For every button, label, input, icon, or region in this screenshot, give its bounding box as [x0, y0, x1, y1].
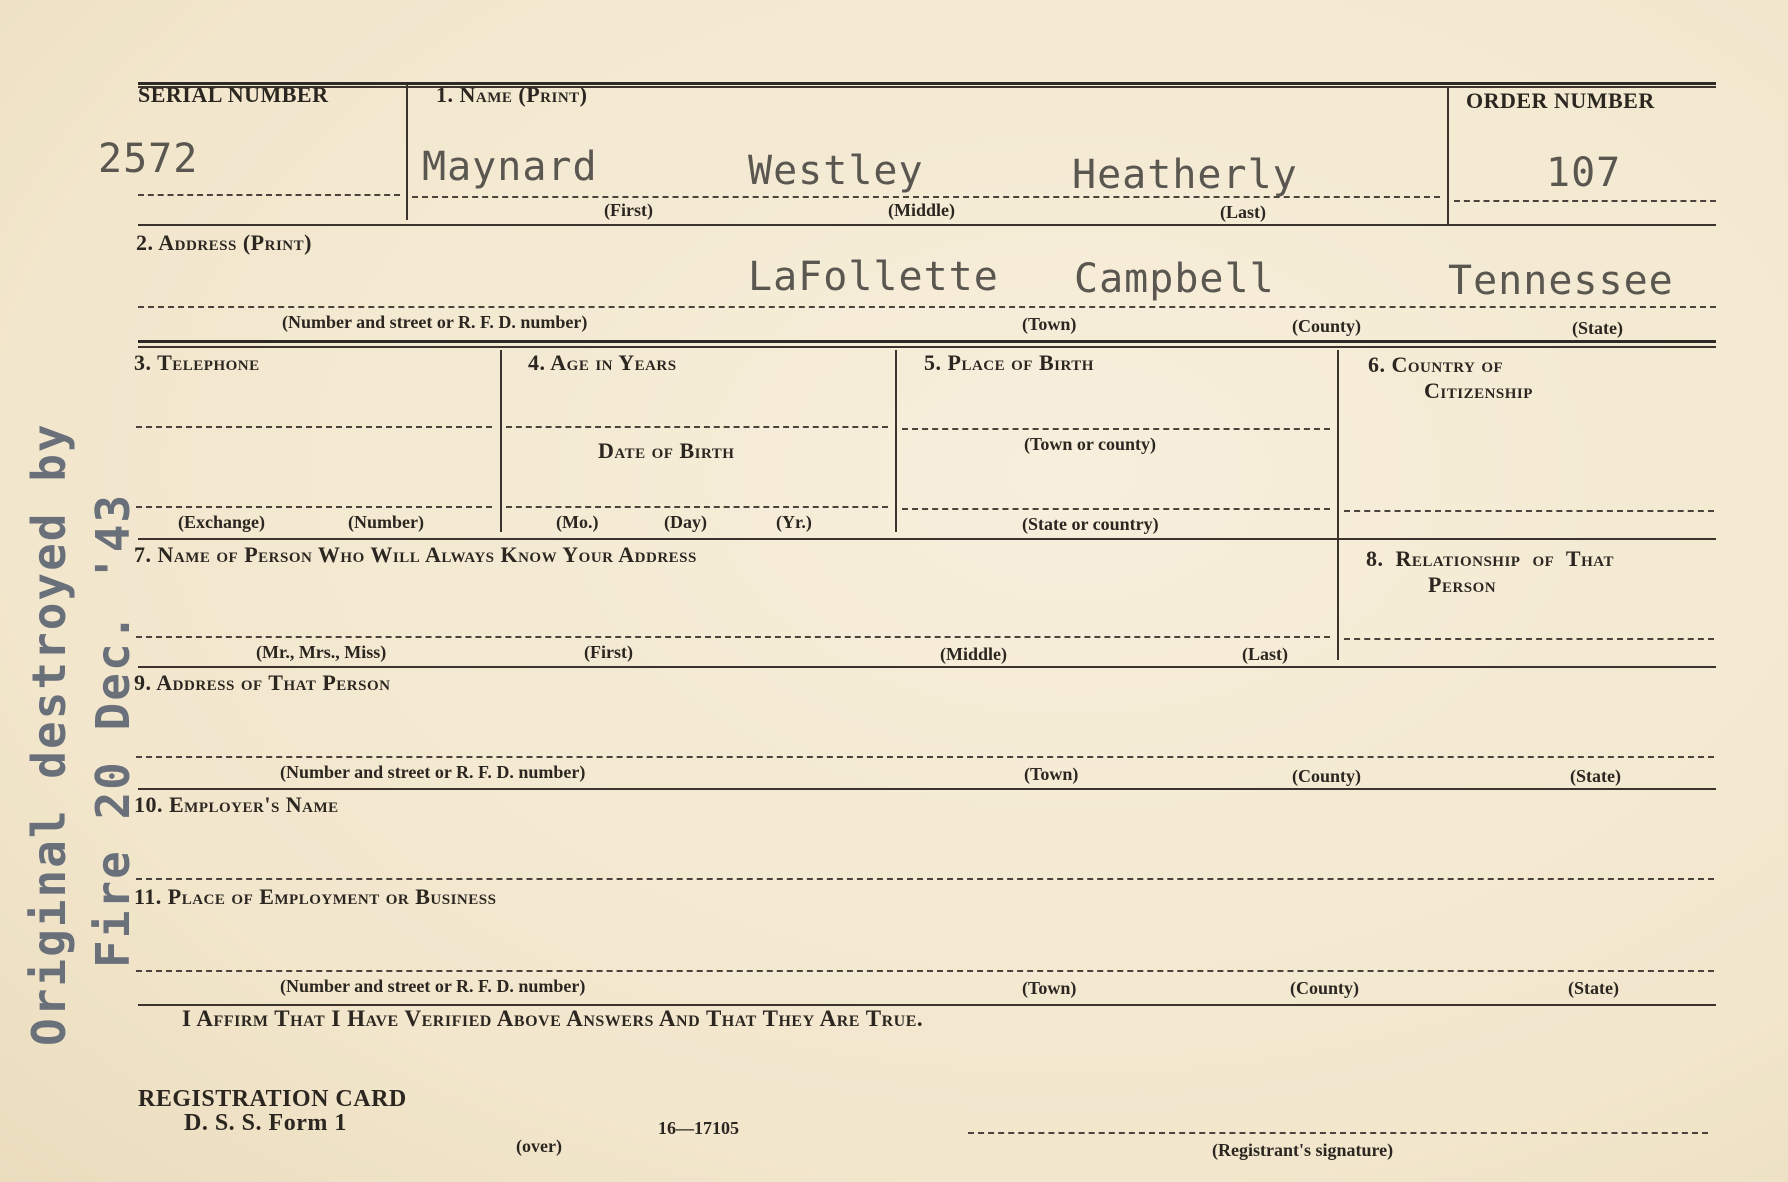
top-rule — [138, 82, 1716, 85]
order-number-label: ORDER NUMBER — [1466, 88, 1655, 113]
salutation-caption: (Mr., Mrs., Miss) — [256, 642, 387, 662]
employment-place-label: 11. Place of Employment or Business — [134, 884, 497, 909]
form-name: D. S. S. Form 1 — [184, 1110, 347, 1136]
age-dash-1 — [506, 426, 888, 428]
contact-first-caption: (First) — [584, 642, 633, 662]
age-label: 4. Age in Years — [528, 350, 677, 375]
contact-dash — [136, 636, 1330, 638]
town-or-county-caption: (Town or county) — [1024, 434, 1157, 454]
name-label: 1. Name (Print) — [436, 82, 588, 107]
citizenship-label-2: Citizenship — [1424, 378, 1533, 403]
serial-number-label: SERIAL NUMBER — [138, 82, 329, 107]
contact-county-caption: (County) — [1292, 766, 1362, 786]
tel-dash-2 — [136, 506, 492, 508]
row2-bottom-rule-thin — [138, 346, 1716, 348]
yr-caption: (Yr.) — [776, 512, 812, 532]
middle-name-value: Westley — [748, 148, 924, 194]
contact-street-caption: (Number and street or R. F. D. number) — [280, 762, 586, 782]
row4-bottom-rule — [138, 666, 1716, 668]
day-caption: (Day) — [664, 512, 707, 532]
number-caption: (Number) — [348, 512, 424, 532]
employment-street-caption: (Number and street or R. F. D. number) — [280, 976, 586, 996]
state-caption: (State) — [1572, 318, 1623, 338]
row5-bottom-rule — [138, 788, 1716, 790]
order-number-value: 107 — [1546, 150, 1622, 196]
relationship-label-2: Person — [1428, 572, 1497, 597]
last-caption: (Last) — [1220, 202, 1266, 222]
contact-person-label: 7. Name of Person Who Will Always Know Your Address — [134, 542, 697, 567]
street-caption: (Number and street or R. F. D. number) — [282, 312, 588, 332]
county-value: Campbell — [1074, 256, 1275, 302]
mo-caption: (Mo.) — [556, 512, 599, 532]
order-dash — [1454, 200, 1716, 202]
serial-number-value: 2572 — [98, 136, 199, 182]
employment-town-caption: (Town) — [1022, 978, 1077, 998]
signature-caption: (Registrant's signature) — [1212, 1140, 1394, 1160]
employer-dash — [136, 878, 1714, 880]
telephone-label: 3. Telephone — [134, 350, 260, 375]
middle-caption: (Middle) — [888, 200, 955, 220]
citizenship-label-1: 6. Country of — [1368, 352, 1504, 377]
destroyed-stamp-line-2: Fire 20 Dec. '43 — [86, 492, 140, 968]
county-caption: (County) — [1292, 316, 1362, 336]
name-dash — [412, 196, 1440, 198]
citizen-dash — [1344, 510, 1714, 512]
destroyed-stamp-line-1: Original destroyed by — [22, 422, 76, 1046]
contact-state-caption: (State) — [1570, 766, 1621, 786]
birth-citizen-divider — [1337, 350, 1339, 660]
state-or-country-caption: (State or country) — [1022, 514, 1159, 534]
contact-address-label: 9. Address of That Person — [134, 670, 391, 695]
date-of-birth-label: Date of Birth — [598, 438, 735, 463]
birth-dash-2 — [902, 508, 1330, 510]
employer-label: 10. Employer's Name — [134, 792, 339, 817]
contact-town-caption: (Town) — [1024, 764, 1079, 784]
contact-address-dash — [136, 756, 1714, 758]
first-caption: (First) — [604, 200, 653, 220]
affirmation-text: I Affirm That I Have Verified Above Answers And That They Are True. — [182, 1006, 924, 1031]
employment-county-caption: (County) — [1290, 978, 1360, 998]
relationship-dash — [1344, 638, 1714, 640]
over-caption: (over) — [516, 1136, 562, 1156]
address-label: 2. Address (Print) — [136, 230, 312, 255]
first-name-value: Maynard — [422, 144, 598, 190]
employment-dash — [136, 970, 1714, 972]
serial-dash — [138, 194, 400, 196]
last-name-value: Heatherly — [1072, 152, 1298, 198]
place-of-birth-label: 5. Place of Birth — [924, 350, 1094, 375]
signature-line — [968, 1132, 1708, 1134]
card-title: REGISTRATION CARD — [138, 1086, 407, 1112]
age-birth-divider — [895, 350, 897, 532]
relationship-label-1: 8. Relationship of That — [1366, 546, 1614, 571]
address-dash — [138, 306, 1716, 308]
form-code: 16—17105 — [658, 1118, 739, 1138]
tel-age-divider — [500, 350, 502, 532]
row1-bottom-rule — [138, 224, 1716, 226]
order-divider — [1447, 88, 1449, 224]
contact-last-caption: (Last) — [1242, 644, 1288, 664]
contact-middle-caption: (Middle) — [940, 644, 1007, 664]
age-dash-2 — [506, 506, 888, 508]
serial-divider — [406, 84, 408, 220]
exchange-caption: (Exchange) — [178, 512, 265, 532]
state-value: Tennessee — [1448, 258, 1674, 304]
town-caption: (Town) — [1022, 314, 1077, 334]
row3-bottom-rule — [138, 538, 1716, 540]
row2-bottom-rule — [138, 340, 1716, 343]
employment-state-caption: (State) — [1568, 978, 1619, 998]
town-value: LaFollette — [748, 254, 999, 300]
birth-dash-1 — [902, 428, 1330, 430]
tel-dash-1 — [136, 426, 492, 428]
